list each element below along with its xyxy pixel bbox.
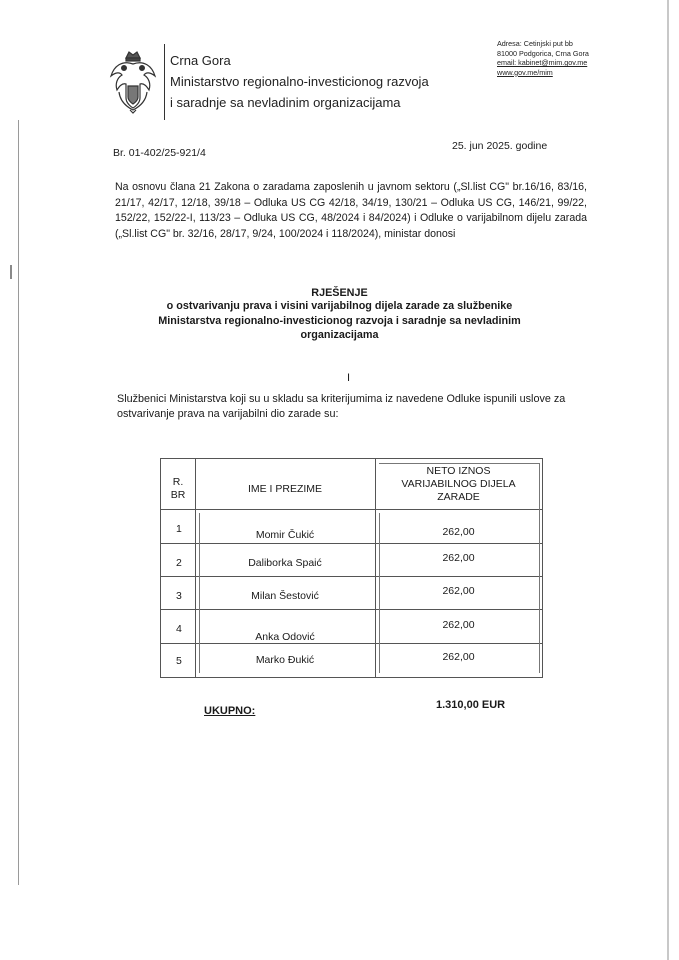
- address-email-link[interactable]: email: kabinet@mim.gov.me: [497, 58, 588, 68]
- header-text: R.: [172, 476, 184, 488]
- employee-name: Marko Đukić: [255, 654, 315, 666]
- employee-name: Momir Čukić: [255, 529, 315, 541]
- reference-number: Br. 01-402/25-921/4: [113, 147, 206, 159]
- ministry-name: Ministarstvo regionalno-investicionog razvoja: [170, 74, 429, 89]
- coat-of-arms-icon: [108, 48, 158, 114]
- employee-amount: 262,00: [442, 552, 475, 564]
- document-subtitle: [0, 299, 679, 343]
- total-value: 1.310,00 EUR: [436, 699, 506, 711]
- document-title: RJEŠENJE: [311, 287, 368, 299]
- header-text: NETO IZNOS: [426, 465, 491, 477]
- scan-margin-mark: [10, 265, 12, 279]
- table-rule: [161, 543, 542, 544]
- header-text: ZARADE: [437, 491, 480, 503]
- table-rule: [161, 609, 542, 610]
- header-divider: [164, 44, 165, 120]
- table-rule: [379, 463, 539, 464]
- employee-amount: 262,00: [442, 526, 475, 538]
- header-name: IME I PREZIME: [247, 483, 323, 495]
- employee-name: Milan Šestović: [251, 590, 319, 602]
- header-text: VARIJABILNOG DIJELA: [401, 478, 516, 490]
- address-street: Adresa: Cetinjski put bb: [497, 39, 573, 48]
- row-number: 1: [176, 523, 182, 535]
- header-no: [161, 476, 195, 502]
- scan-margin-line: [18, 120, 19, 885]
- total-label: UKUPNO:: [204, 705, 256, 717]
- subtitle-line: o ostvarivanju prava i visini varijabilnog dijela zarade za službenike: [166, 300, 513, 312]
- ministry-name-cont: i saradnje sa nevladinim organizacijama: [170, 95, 401, 110]
- employee-amount: 262,00: [442, 619, 475, 631]
- section-number: I: [347, 372, 351, 384]
- table-rule: [161, 576, 542, 577]
- employee-name: Anka Odović: [255, 631, 315, 643]
- subtitle-line: organizacijama: [300, 329, 379, 341]
- row-number: 3: [176, 590, 182, 602]
- address-block: [497, 39, 589, 77]
- legal-preamble: Na osnovu člana 21 Zakona o zaradama zaposlenih u javnom sektoru („Sl.list CG" br.16/16, 83/16, 21/17, 42/17, 12/18, 39/18 – Odluka US CG 42/18, 34/19, 130/21 – Odluka US CG, 146/21, 99/22, 152/22, 152/22-I, 113/23 – Odluka US CG, 48/2024 i 84/2024) i Odluke o varijabilnom dijelu zarada („Sl.list CG" br. 32/16, 28/17, 9/24, 100/2024 i 118/2024), ministar donosi: [115, 181, 587, 240]
- employee-amount: 262,00: [442, 651, 475, 663]
- document-date: 25. jun 2025. godine: [452, 140, 548, 152]
- ministry-header: [170, 50, 429, 113]
- employee-amount: 262,00: [442, 585, 475, 597]
- row-number: 5: [176, 655, 182, 667]
- address-city: 81000 Podgorica, Crna Gora: [497, 48, 589, 58]
- row-number: 2: [176, 557, 182, 569]
- subtitle-line: Ministarstva regionalno-investicionog razvoja i saradnje sa nevladinim: [158, 314, 521, 327]
- header-text: BR: [170, 489, 186, 501]
- scan-page-edge: [667, 0, 669, 960]
- country-name: Crna Gora: [170, 53, 231, 68]
- employee-name: Daliborka Spaić: [248, 557, 322, 569]
- header-amount: [375, 465, 542, 504]
- employees-table: [160, 458, 543, 678]
- section-text: Službenici Ministarstva koji su u skladu sa kriterijumima iz navedene Odluke ispunili uslove za ostvarivanje prava na varijabilni dio zarade su:: [117, 393, 566, 420]
- address-website-link[interactable]: www.gov.me/mim: [497, 67, 553, 77]
- row-number: 4: [176, 623, 182, 635]
- table-rule: [161, 509, 542, 510]
